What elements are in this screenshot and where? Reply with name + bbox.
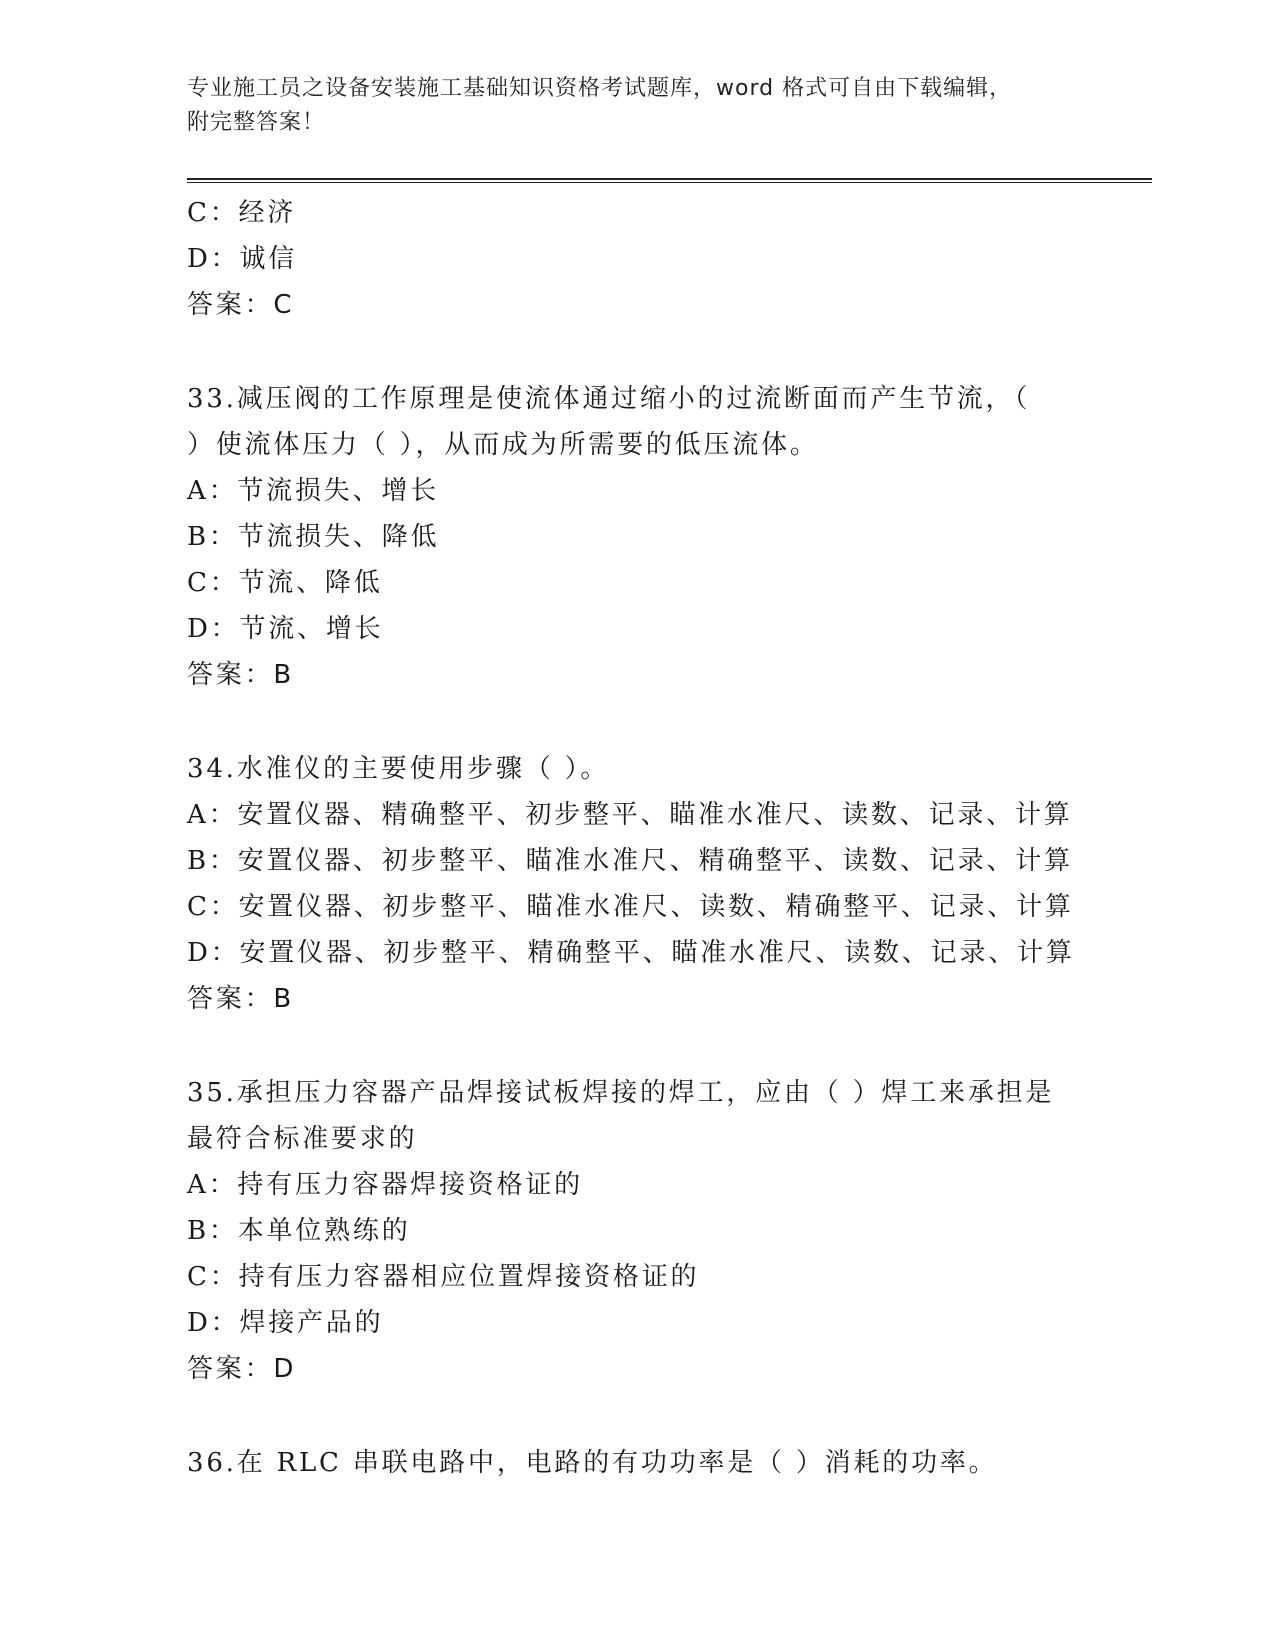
header-divider [187,178,1152,180]
question-block-34 [187,746,1087,1022]
question-block-36 [187,1440,1087,1486]
option-d: D：安置仪器、初步整平、精确整平、瞄准水准尺、读数、记录、计算 [187,938,1075,968]
option-b: B：节流损失、降低 [187,522,440,552]
option-c: C：经济 [187,198,297,228]
option-c: C：安置仪器、初步整平、瞄准水准尺、读数、精确整平、记录、计算 [187,892,1074,922]
page-header [187,72,1087,140]
option-c: C：持有压力容器相应位置焊接资格证的 [187,1262,700,1292]
option-c: C：节流、降低 [187,568,383,598]
header-line-1: 专业施工员之设备安装施工基础知识资格考试题库，word 格式可自由下载编辑， [187,76,1013,101]
answer-line: 答案：B [187,660,295,690]
answer-line: 答案：C [187,290,295,320]
answer-line: 答案：D [187,1354,297,1384]
option-d: D：诚信 [187,244,298,274]
answer-line: 答案：B [187,984,295,1014]
header-line-2: 附完整答案！ [187,110,326,135]
question-stem: 36.在 RLC 串联电路中，电路的有功功率是（ ）消耗的功率。 [187,1448,998,1478]
question-list [187,190,1087,1486]
option-a: A：安置仪器、精确整平、初步整平、瞄准水准尺、读数、记录、计算 [187,800,1073,830]
header-divider-thin [187,182,1152,183]
question-stem: 33.减压阀的工作原理是使流体通过缩小的过流断面而产生节流，（ [187,384,1031,414]
question-block-33 [187,376,1087,698]
option-a: A：节流损失、增长 [187,476,439,506]
option-d: D：节流、增长 [187,614,384,644]
option-d: D：焊接产品的 [187,1308,384,1338]
option-a: A：持有压力容器焊接资格证的 [187,1170,583,1200]
question-stem-cont: 最符合标准要求的 [187,1124,418,1154]
question-stem: 34.水准仪的主要使用步骤（ ）。 [187,754,610,784]
question-stem-cont: ）使流体压力（ ），从而成为所需要的低压流体。 [187,430,819,460]
question-block-32 [187,190,1087,328]
question-stem: 35.承担压力容器产品焊接试板焊接的焊工，应由（ ）焊工来承担是 [187,1078,1055,1108]
question-block-35 [187,1070,1087,1392]
option-b: B：安置仪器、初步整平、瞄准水准尺、精确整平、读数、记录、计算 [187,846,1073,876]
option-b: B：本单位熟练的 [187,1216,411,1246]
